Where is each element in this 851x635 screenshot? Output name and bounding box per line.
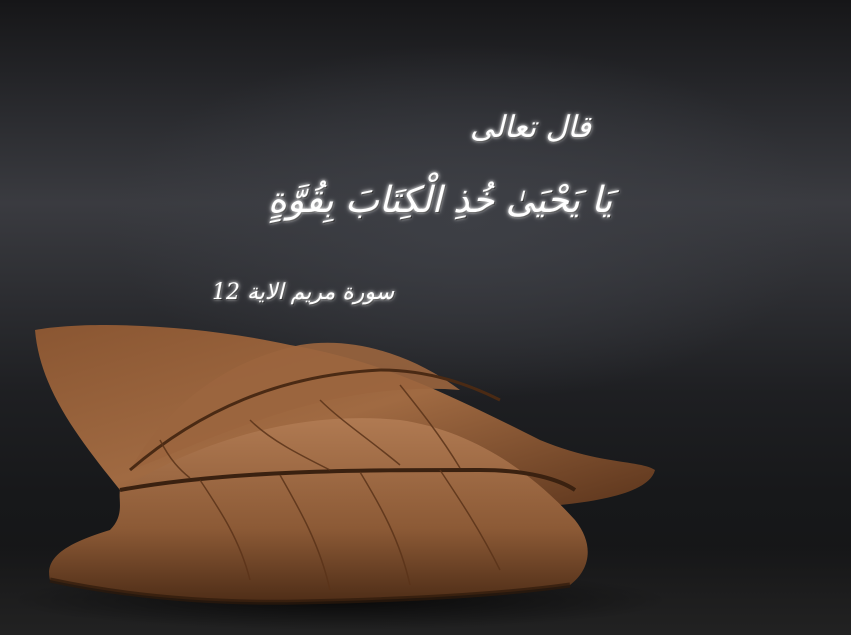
verse-reference: سورة مريم الاية 12 [212,280,395,305]
heading-text: قال تعالى [470,110,591,145]
verse-text: يَا يَحْيَىٰ خُذِ الْكِتَابَ بِقُوَّةٍ [268,180,613,221]
